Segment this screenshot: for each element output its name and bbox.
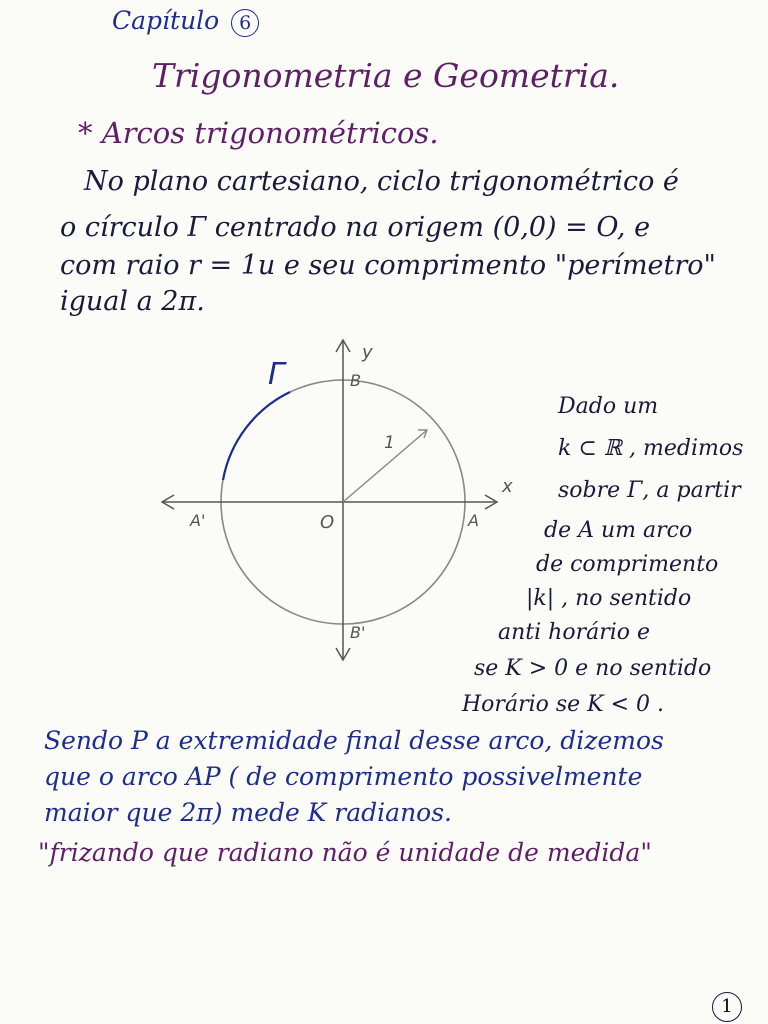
side-note-line-5: de comprimento [536,552,719,577]
intro-line-1: No plano cartesiano, ciclo trigonométrico é [84,166,679,197]
conclusion-line-1: Sendo P a extremidade final desse arco, dizemos [44,726,664,755]
point-a-prime-label: A' [190,511,206,530]
curve-label: Γ [268,357,285,392]
intro-line-3: com raio r = 1u e seu comprimento "perímetro" [60,250,716,281]
side-note-line-7: anti horário e [498,620,651,645]
side-note-line-6: |k| , no sentido [526,586,692,611]
unit-circle-diagram [150,330,520,670]
point-b-label: B [350,371,361,390]
side-note-line-9: Horário se K < 0 . [462,692,664,717]
chapter-number: 6 [231,9,259,37]
radius-label: 1 [384,433,395,453]
side-note-line-4: de A um arco [544,518,693,543]
chapter-heading [112,6,259,37]
y-axis-label: y [362,342,373,363]
conclusion-line-3: maior que 2π) mede K radianos. [44,798,452,827]
point-a-label: A [468,511,479,530]
origin-label: O [320,512,335,533]
x-axis-label: x [502,476,513,497]
side-note-line-1: Dado um [558,394,659,419]
page-title: Trigonometria e Geometria. [152,56,620,95]
point-b-prime-label: B' [350,623,366,642]
chapter-label: Capítulo [112,6,220,35]
side-note-line-2: k ⊂ ℝ , medimos [558,436,744,461]
circle-gamma-stroke [223,392,290,480]
intro-line-2: o círculo Γ centrado na origem (0,0) = O, e [60,212,651,243]
intro-line-4: igual a 2π. [60,286,205,317]
page-number: 1 [712,992,742,1022]
side-note-line-8: se K > 0 e no sentido [474,656,712,681]
side-note-line-3: sobre Γ, a partir [558,478,741,503]
section-subtitle: * Arcos trigonométricos. [78,116,439,150]
conclusion-line-2: que o arco AP ( de comprimento possivelmente [44,762,643,791]
remark-line: "frizando que radiano não é unidade de medida" [38,838,652,867]
